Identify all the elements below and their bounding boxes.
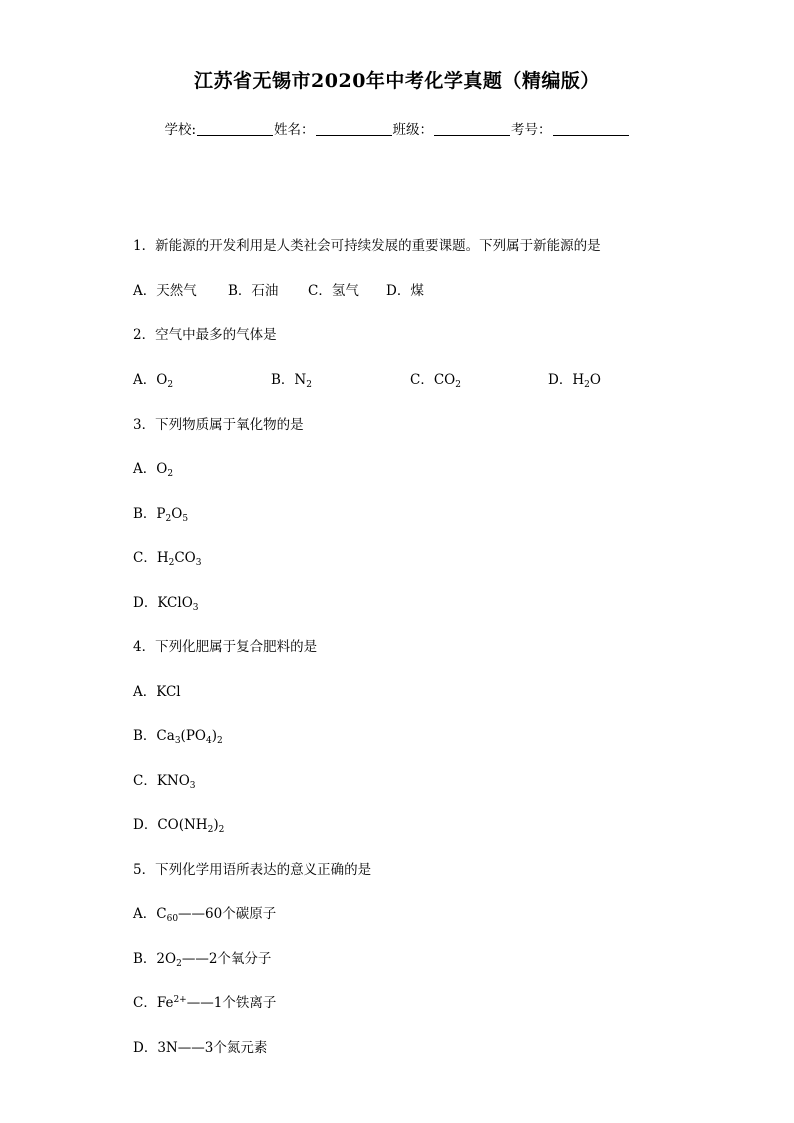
question-2-text: 2．空气中最多的气体是	[133, 327, 277, 343]
exam-no-label: 考号：	[511, 122, 552, 138]
question-3-option-c: C．$H_2CO_3$	[133, 550, 202, 568]
exam-no-blank[interactable]	[553, 121, 629, 136]
school-blank[interactable]	[197, 121, 273, 136]
question-1-option-a: A．天然气	[133, 283, 197, 299]
question-3-text: 3．下列物质属于氧化物的是	[133, 417, 304, 433]
document-title: 江苏省无锡市2020年中考化学真题（精编版）	[194, 70, 600, 92]
school-label: 学校:	[164, 122, 197, 138]
question-3-option-b: B．$P_2O_5$	[133, 506, 189, 524]
question-4-option-a: A．KCl	[133, 684, 181, 700]
class-label: 班级：	[392, 122, 434, 138]
question-5-text: 5．下列化学用语所表达的意义正确的是	[133, 862, 372, 878]
name-label: 姓名：	[274, 122, 315, 138]
question-3-option-d: D．KClO$_3$	[133, 595, 199, 613]
question-2-option-c: C．$CO_2$	[410, 372, 461, 390]
question-4-option-d: D．$CO(NH_2)_2$	[133, 817, 225, 835]
question-4-text: 4．下列化肥属于复合肥料的是	[133, 639, 318, 655]
question-1-text: 1．新能源的开发利用是人类社会可持续发展的重要课题。下列属于新能源的是	[133, 238, 601, 254]
question-5-option-b: B．$2O_2——2$个氧分子	[133, 951, 272, 969]
question-2-option-a: A．$O_2$	[133, 372, 174, 390]
question-2-option-d: D．$H_2O$	[548, 372, 601, 390]
question-5-option-c: C．$Fe^{2+}——1$个铁离子	[133, 995, 277, 1011]
question-5-option-a: A．$C_{60}——60$个碳原子	[133, 906, 277, 924]
question-1-option-d: D．煤	[386, 283, 424, 299]
question-5-option-d: D．3N——3个氮元素	[133, 1040, 268, 1056]
class-blank[interactable]	[434, 121, 510, 136]
question-4-option-c: C．$KNO_3$	[133, 773, 196, 791]
question-4-option-b: B．$Ca_3(PO_4)_2$	[133, 728, 223, 746]
question-2-option-b: B．$N_2$	[271, 372, 312, 390]
question-3-option-a: A．$O_2$	[133, 461, 174, 479]
question-1-option-b: B．石油	[228, 283, 279, 299]
name-blank[interactable]	[316, 121, 392, 136]
question-1-option-c: C．氢气	[308, 283, 359, 299]
student-info-line	[0, 118, 794, 138]
